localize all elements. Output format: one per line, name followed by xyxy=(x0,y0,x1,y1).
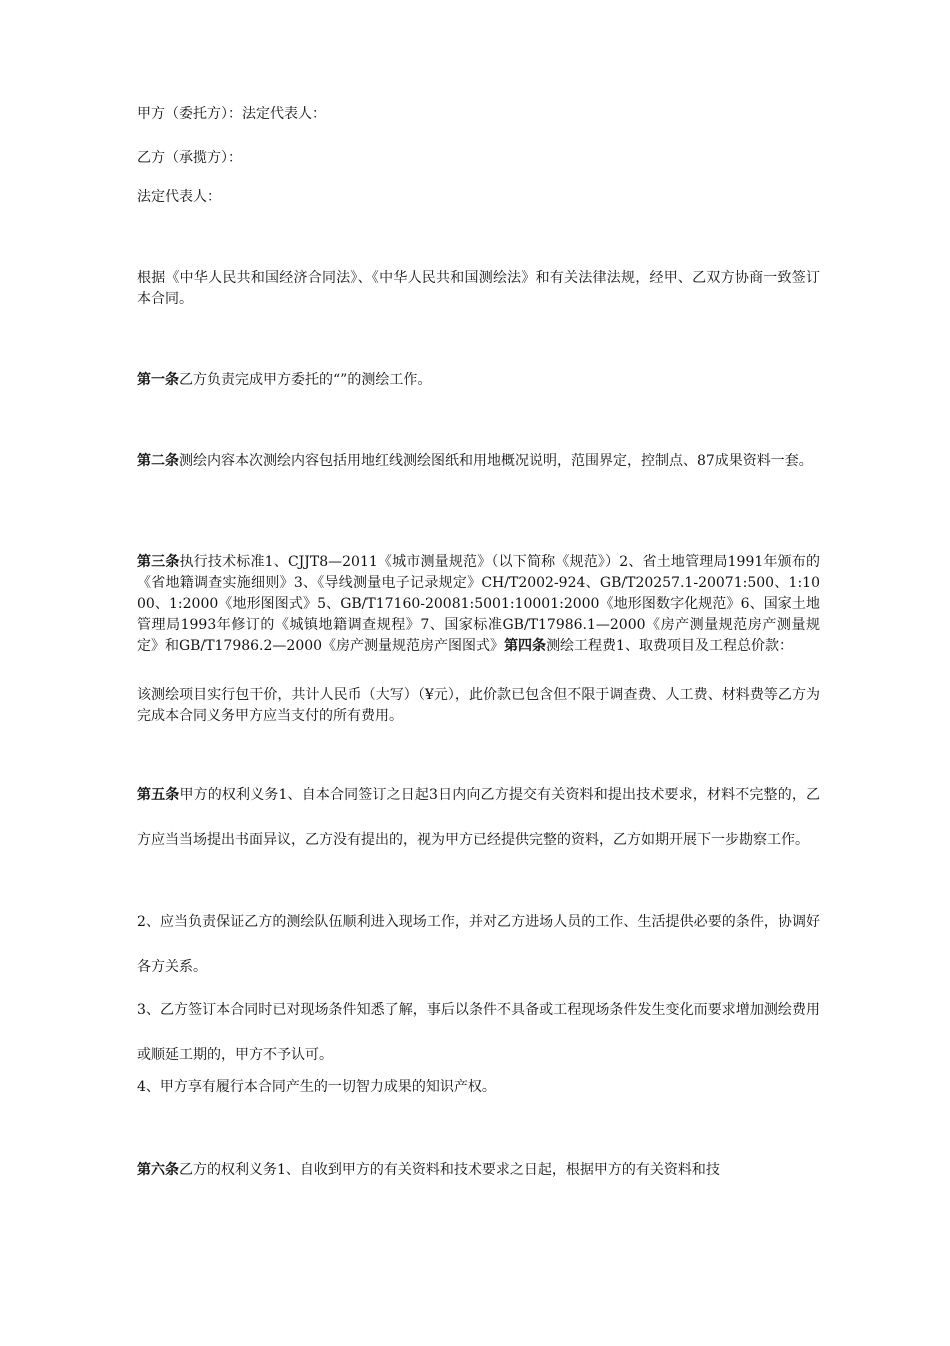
article-6-heading: 第六条 xyxy=(137,1162,179,1178)
article-1 xyxy=(137,370,820,391)
article-1-heading: 第一条 xyxy=(137,372,179,388)
article-2 xyxy=(137,451,820,472)
article-4-heading: 第四条 xyxy=(504,638,547,654)
article-2-body: 测绘内容本次测绘内容包括用地红线测绘图纸和用地概况说明，范围界定，控制点、87成果资料一套。 xyxy=(179,453,813,469)
article-5-body: 甲方的权利义务1、自本合同签订之日起3日内向乙方提交有关资料和提出技术要求，材料不完整的，乙方应当当场提出书面异议，乙方没有提出的，视为甲方已经提供完整的资料，乙方如期开展下一步勘察工作。 xyxy=(137,787,821,848)
article-5 xyxy=(137,773,820,863)
party-a-line: 甲方（委托方）：法定代表人： xyxy=(137,106,326,122)
article-5-item-4: 4、甲方享有履行本合同产生的一切智力成果的知识产权。 xyxy=(137,1079,496,1095)
article-1-body: 乙方负责完成甲方委托的“”的测绘工作。 xyxy=(179,372,432,388)
legal-rep-line: 法定代表人： xyxy=(137,189,221,205)
party-b-line: 乙方（承揽方）： xyxy=(137,150,242,166)
article-6 xyxy=(137,1160,820,1181)
article-4-body: 测绘工程费1、取费项目及工程总价款： xyxy=(546,638,793,654)
article-5-heading: 第五条 xyxy=(137,787,180,803)
article-2-heading: 第二条 xyxy=(137,453,179,469)
article-4-price-paragraph: 该测绘项目实行包干价，共计人民币（大写）（¥元），此价款已包含但不限于调查费、人工费、材料费等乙方为完成本合同义务甲方应当支付的所有费用。 xyxy=(137,687,820,724)
article-3-body: 执行技术标准1、CJJT8—2011《城市测量规范》（以下简称《规范》）2、省土地管理局1991年颁布的《省地籍调查实施细则》3、《导线测量电子记录规定》CH/T2002-924、GB/T20257.1-20071:500、1:1000、1:2000《地形图图式》5、GB/T17160-20081:5001:10001:2000《地形图数字化规范》6、国家土地管理局1993年修订的《城镇地籍调查规程》7、国家标准GB/T17986.1—2000《房产测量规范房产测量规定》和GB/T17986.2—2000《房产测量规范房产图图式》 xyxy=(137,554,820,654)
article-3-4 xyxy=(137,552,820,657)
article-6-body: 乙方的权利义务1、自收到甲方的有关资料和技术要求之日起，根据甲方的有关资料和技 xyxy=(179,1162,720,1178)
article-3-heading: 第三条 xyxy=(137,554,180,570)
article-5-item-3: 3、乙方签订本合同时已对现场条件知悉了解，事后以条件不具备或工程现场条件发生变化而要求增加测绘费用或顺延工期的，甲方不予认可。 xyxy=(137,1002,820,1063)
article-5-item-2: 2、应当负责保证乙方的测绘队伍顺利进入现场工作，并对乙方进场人员的工作、生活提供必要的条件，协调好各方关系。 xyxy=(137,914,820,975)
intro-paragraph: 根据《中华人民共和国经济合同法》、《中华人民共和国测绘法》和有关法律法规，经甲、乙双方协商一致签订本合同。 xyxy=(137,270,820,307)
